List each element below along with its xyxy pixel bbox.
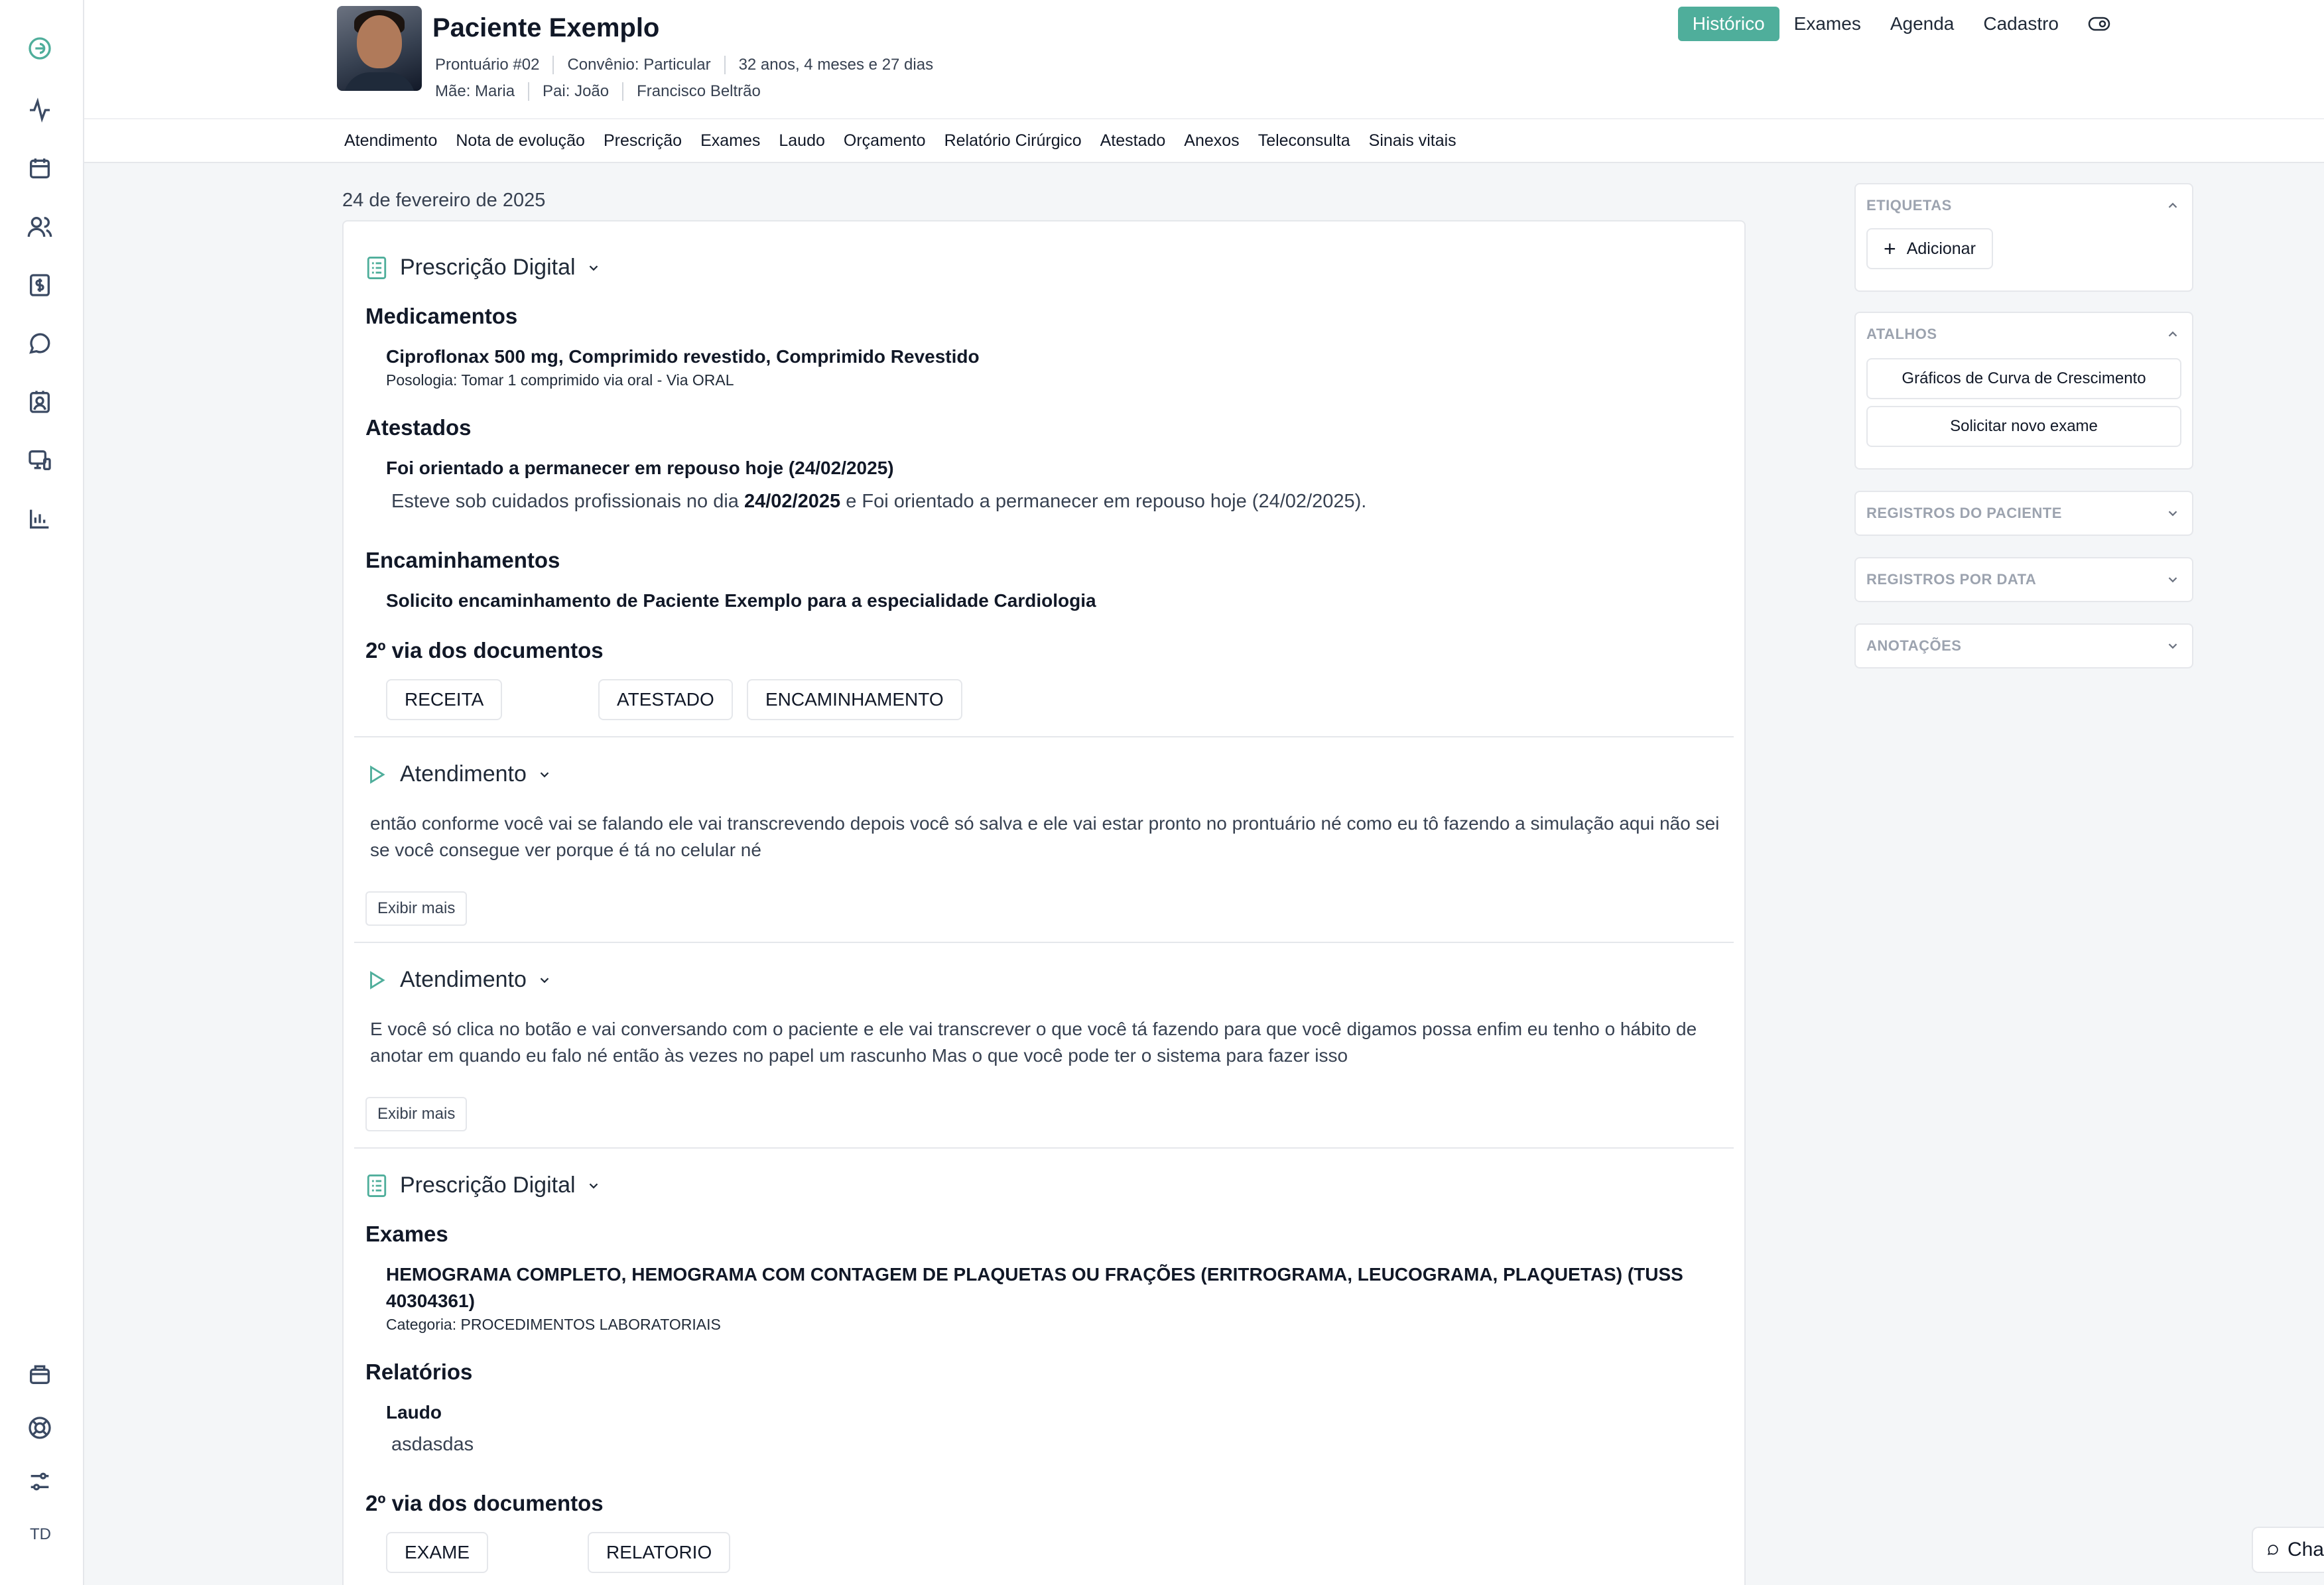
prescription-doc-icon: [365, 255, 388, 281]
store-icon[interactable]: [25, 1360, 54, 1389]
entry-type: Prescrição Digital: [400, 255, 576, 280]
atalhos-panel: [1854, 312, 2193, 470]
chevron-down-icon[interactable]: [2165, 572, 2180, 587]
segunda-via-heading: 2º via dos documentos: [365, 1491, 604, 1515]
tab-agenda[interactable]: Agenda: [1890, 13, 1955, 34]
record-subnav: [84, 119, 2324, 163]
medicamentos-heading: Medicamentos: [365, 304, 518, 328]
chevron-down-icon[interactable]: [537, 767, 552, 782]
atestado-button[interactable]: ATESTADO: [598, 679, 733, 720]
entry-divider: [354, 736, 1734, 737]
tab-cadastro[interactable]: Cadastro: [1983, 13, 2059, 34]
subnav-sinais-vitais[interactable]: Sinais vitais: [1368, 131, 1456, 150]
etiquetas-header[interactable]: ETIQUETAS: [1856, 184, 2192, 227]
settings-sliders-icon[interactable]: [25, 1467, 54, 1496]
etiquetas-panel: [1854, 183, 2193, 292]
medication-name: Ciproflonax 500 mg, Comprimido revestido, Comprimido Revestido: [386, 346, 980, 367]
whatsapp-icon[interactable]: [25, 329, 54, 358]
subnav-nota-evolucao[interactable]: Nota de evolução: [456, 131, 585, 150]
chevron-down-icon[interactable]: [537, 973, 552, 987]
entry-header-atendimento[interactable]: [365, 967, 552, 993]
entry-header-prescricao[interactable]: [365, 1173, 601, 1198]
telemedicine-icon[interactable]: [25, 446, 54, 475]
subnav-laudo[interactable]: Laudo: [779, 131, 825, 150]
father-name: Pai: João: [543, 82, 610, 100]
entry-header-atendimento[interactable]: [365, 761, 552, 787]
add-label-button[interactable]: + Adicionar: [1866, 228, 1993, 269]
chevron-up-icon[interactable]: [2165, 327, 2180, 342]
entry-type: Atendimento: [400, 761, 527, 787]
exibir-mais-button[interactable]: Exibir mais: [365, 1097, 467, 1131]
plus-icon: +: [1884, 236, 1896, 261]
registros-paciente-panel[interactable]: REGISTROS DO PACIENTE: [1854, 491, 2193, 536]
timeline-date: 24 de fevereiro de 2025: [342, 190, 546, 211]
exames-heading: Exames: [365, 1222, 448, 1246]
segunda-via-heading: 2º via dos documentos: [365, 638, 604, 663]
record-number: Prontuário #02: [435, 56, 540, 74]
support-lifebuoy-icon[interactable]: [25, 1413, 54, 1442]
patient-header: [84, 0, 2324, 119]
entry-divider: [354, 1147, 1734, 1149]
reports-chart-icon[interactable]: [25, 504, 54, 533]
top-navigation: [1678, 7, 2110, 41]
laudo-title: Laudo: [386, 1402, 442, 1423]
activity-icon[interactable]: [25, 95, 54, 125]
tab-exames[interactable]: Exames: [1793, 13, 1861, 34]
user-initials-avatar[interactable]: TD: [30, 1525, 51, 1543]
tab-historico[interactable]: Histórico: [1678, 7, 1779, 41]
main-area: [84, 0, 2324, 1585]
exame-button[interactable]: EXAME: [386, 1532, 488, 1573]
laudo-text: asdasdas: [391, 1434, 474, 1455]
encaminhamento-button[interactable]: ENCAMINHAMENTO: [747, 679, 962, 720]
play-icon: [365, 968, 388, 993]
chevron-down-icon[interactable]: [586, 1178, 601, 1193]
entry-type: Prescrição Digital: [400, 1173, 576, 1198]
patient-name: Paciente Exemplo: [432, 13, 660, 42]
entry-divider: [354, 942, 1734, 943]
relatorios-heading: Relatórios: [365, 1360, 473, 1384]
users-icon[interactable]: [25, 212, 54, 241]
chevron-down-icon[interactable]: [2165, 639, 2180, 653]
patient-avatar: [337, 6, 422, 91]
subnav-anexos[interactable]: Anexos: [1184, 131, 1240, 150]
chat-bubble-icon: [2266, 1541, 2280, 1559]
atestado-text: Esteve sob cuidados profissionais no dia 24/02/2025 e Foi orientado a permanecer em repouso hoje (24/02/2025).: [391, 491, 1367, 512]
finance-icon[interactable]: [25, 271, 54, 300]
subnav-exames[interactable]: Exames: [700, 131, 761, 150]
patient-meta-row-1: [435, 56, 933, 74]
patient-city: Francisco Beltrão: [637, 82, 761, 100]
subnav-orcamento[interactable]: Orçamento: [843, 131, 926, 150]
anotacoes-panel[interactable]: ANOTAÇÕES: [1854, 623, 2193, 668]
new-exam-button[interactable]: Solicitar novo exame: [1866, 406, 2181, 447]
subnav-atestado[interactable]: Atestado: [1100, 131, 1166, 150]
insurance: Convênio: Particular: [567, 56, 711, 74]
subnav-teleconsulta[interactable]: Teleconsulta: [1258, 131, 1350, 150]
relatorio-button[interactable]: RELATORIO: [588, 1532, 730, 1573]
entry-header-prescricao[interactable]: [365, 255, 601, 281]
patient-card-icon[interactable]: [25, 387, 54, 416]
registros-data-panel[interactable]: REGISTROS POR DATA: [1854, 557, 2193, 602]
app-logo-icon[interactable]: [25, 34, 54, 63]
subnav-atendimento[interactable]: Atendimento: [344, 131, 438, 150]
entry-type: Atendimento: [400, 967, 527, 992]
atestados-heading: Atestados: [365, 415, 472, 440]
patient-meta-row-2: [435, 82, 761, 101]
encaminhamento-text: Solicito encaminhamento de Paciente Exemplo para a especialidade Cardiologia: [386, 590, 1096, 611]
atendimento-transcript: então conforme você vai se falando ele vai transcrevendo depois você só salva e ele vai estar pronto no prontuário né como eu tô fazendo a simulação aqui não sei se você consegue ver porque é tá no celular né: [370, 813, 1720, 860]
exibir-mais-button[interactable]: Exibir mais: [365, 891, 467, 926]
encaminhamentos-heading: Encaminhamentos: [365, 548, 560, 572]
exam-category: Categoria: PROCEDIMENTOS LABORATORIAIS: [386, 1316, 721, 1333]
timeline-card: [342, 220, 1746, 1585]
atendimento-transcript: E você só clica no botão e vai conversando com o paciente e ele vai transcrever o que você tá fazendo para que você digamos possa enfim eu tenho o hábito de anotar em quando eu falo né então às vezes no papel um rascunho Mas o que você pode ter o sistema para fazer isso: [370, 1019, 1697, 1066]
patient-age: 32 anos, 4 meses e 27 dias: [738, 56, 934, 74]
chevron-up-icon[interactable]: [2165, 198, 2180, 213]
sidebar: [0, 0, 84, 1585]
visibility-toggle-icon[interactable]: [2088, 17, 2110, 31]
chevron-down-icon[interactable]: [2165, 506, 2180, 521]
chat-button[interactable]: Cha: [2252, 1527, 2324, 1573]
subnav-relatorio-cirurgico[interactable]: Relatório Cirúrgico: [944, 131, 1082, 150]
receita-button[interactable]: RECEITA: [386, 679, 502, 720]
calendar-icon[interactable]: [25, 154, 54, 183]
medication-dosage: Posologia: Tomar 1 comprimido via oral - Via ORAL: [386, 371, 734, 389]
atestado-title: Foi orientado a permanecer em repouso hoje (24/02/2025): [386, 458, 894, 478]
chevron-down-icon[interactable]: [586, 261, 601, 275]
play-icon: [365, 762, 388, 787]
mother-name: Mãe: Maria: [435, 82, 515, 100]
prescription-doc-icon: [365, 1173, 388, 1198]
exam-name: HEMOGRAMA COMPLETO, HEMOGRAMA COM CONTAGEM DE PLAQUETAS OU FRAÇÕES (ERITROGRAMA, LEUCOGRAMA, PLAQUETAS) (TUSS 40304361): [386, 1264, 1683, 1311]
growth-curve-button[interactable]: Gráficos de Curva de Crescimento: [1866, 358, 2181, 399]
atalhos-header[interactable]: ATALHOS: [1856, 313, 2192, 355]
subnav-prescricao[interactable]: Prescrição: [603, 131, 682, 150]
